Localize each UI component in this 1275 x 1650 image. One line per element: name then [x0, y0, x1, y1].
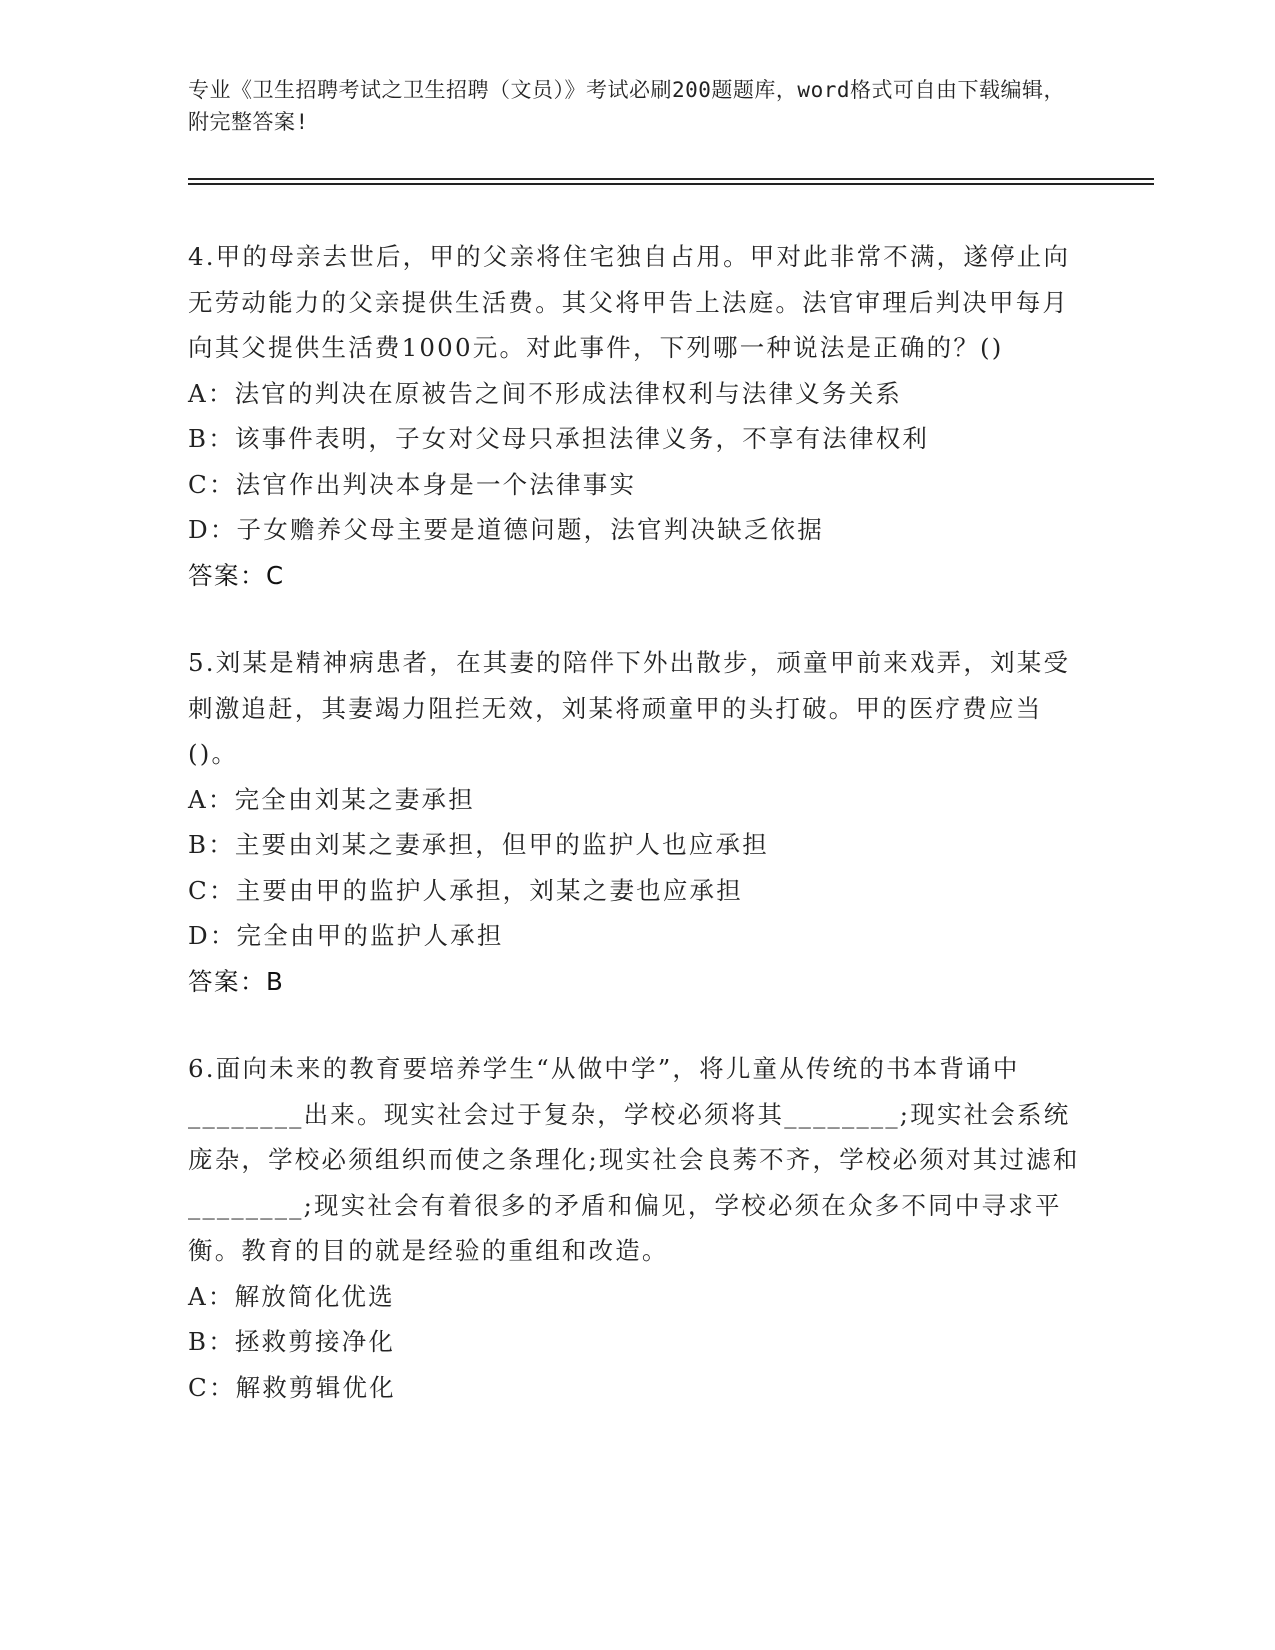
- option-d: D：完全由甲的监护人承担: [188, 921, 504, 950]
- option-b: B：该事件表明，子女对父母只承担法律义务，不享有法律权利: [188, 424, 930, 453]
- document-header: 专业《卫生招聘考试之卫生招聘（文员）》考试必刷200题题库，word格式可自由下载编辑，附完整答案!: [188, 78, 1065, 134]
- answer-line: 答案：B: [188, 966, 285, 996]
- option-c: C：主要由甲的监护人承担，刘某之妻也应承担: [188, 875, 743, 905]
- question-list: [188, 234, 1088, 1452]
- option-a: A：解放简化优选: [188, 1281, 395, 1311]
- question-stem: 5.刘某是精神病患者，在其妻的陪伴下外出散步，顽童甲前来戏弄，刘某受刺激追赶，其妻竭力阻拦无效，刘某将顽童甲的头打破。甲的医疗费应当()。: [188, 648, 1071, 768]
- option-c: C：法官作出判决本身是一个法律事实: [188, 469, 637, 499]
- option-b: B：拯救剪接净化: [188, 1327, 396, 1356]
- question-stem: 4.甲的母亲去世后，甲的父亲将住宅独自占用。甲对此非常不满，遂停止向无劳动能力的父亲提供生活费。其父将甲告上法庭。法官审理后判决甲每月向其父提供生活费1000元。对此事件，下列哪一种说法是正确的？(): [188, 242, 1071, 362]
- header-divider-bottom: [188, 183, 1154, 185]
- question-item: [188, 1046, 1088, 1410]
- question-item: [188, 640, 1088, 1004]
- header-divider-top: [188, 178, 1154, 180]
- question-stem: 6.面向未来的教育要培养学生“从做中学”，将儿童从传统的书本背诵中________出来。现实社会过于复杂，学校必须将其________;现实社会系统庞杂，学校必须组织而使之条理化;现实社会良莠不齐，学校必须对其过滤和________;现实社会有着很多的矛盾和偏见，学校必须在众多不同中寻求平衡。教育的目的就是经验的重组和改造。: [188, 1054, 1080, 1265]
- option-a: A：完全由刘某之妻承担: [188, 784, 475, 814]
- question-item: [188, 234, 1088, 598]
- option-d: D：子女赡养父母主要是道德问题，法官判决缺乏依据: [188, 515, 824, 544]
- option-c: C：解救剪辑优化: [188, 1372, 396, 1402]
- answer-line: 答案：C: [188, 560, 285, 590]
- option-a: A：法官的判决在原被告之间不形成法律权利与法律义务关系: [188, 378, 903, 408]
- option-b: B：主要由刘某之妻承担，但甲的监护人也应承担: [188, 830, 769, 859]
